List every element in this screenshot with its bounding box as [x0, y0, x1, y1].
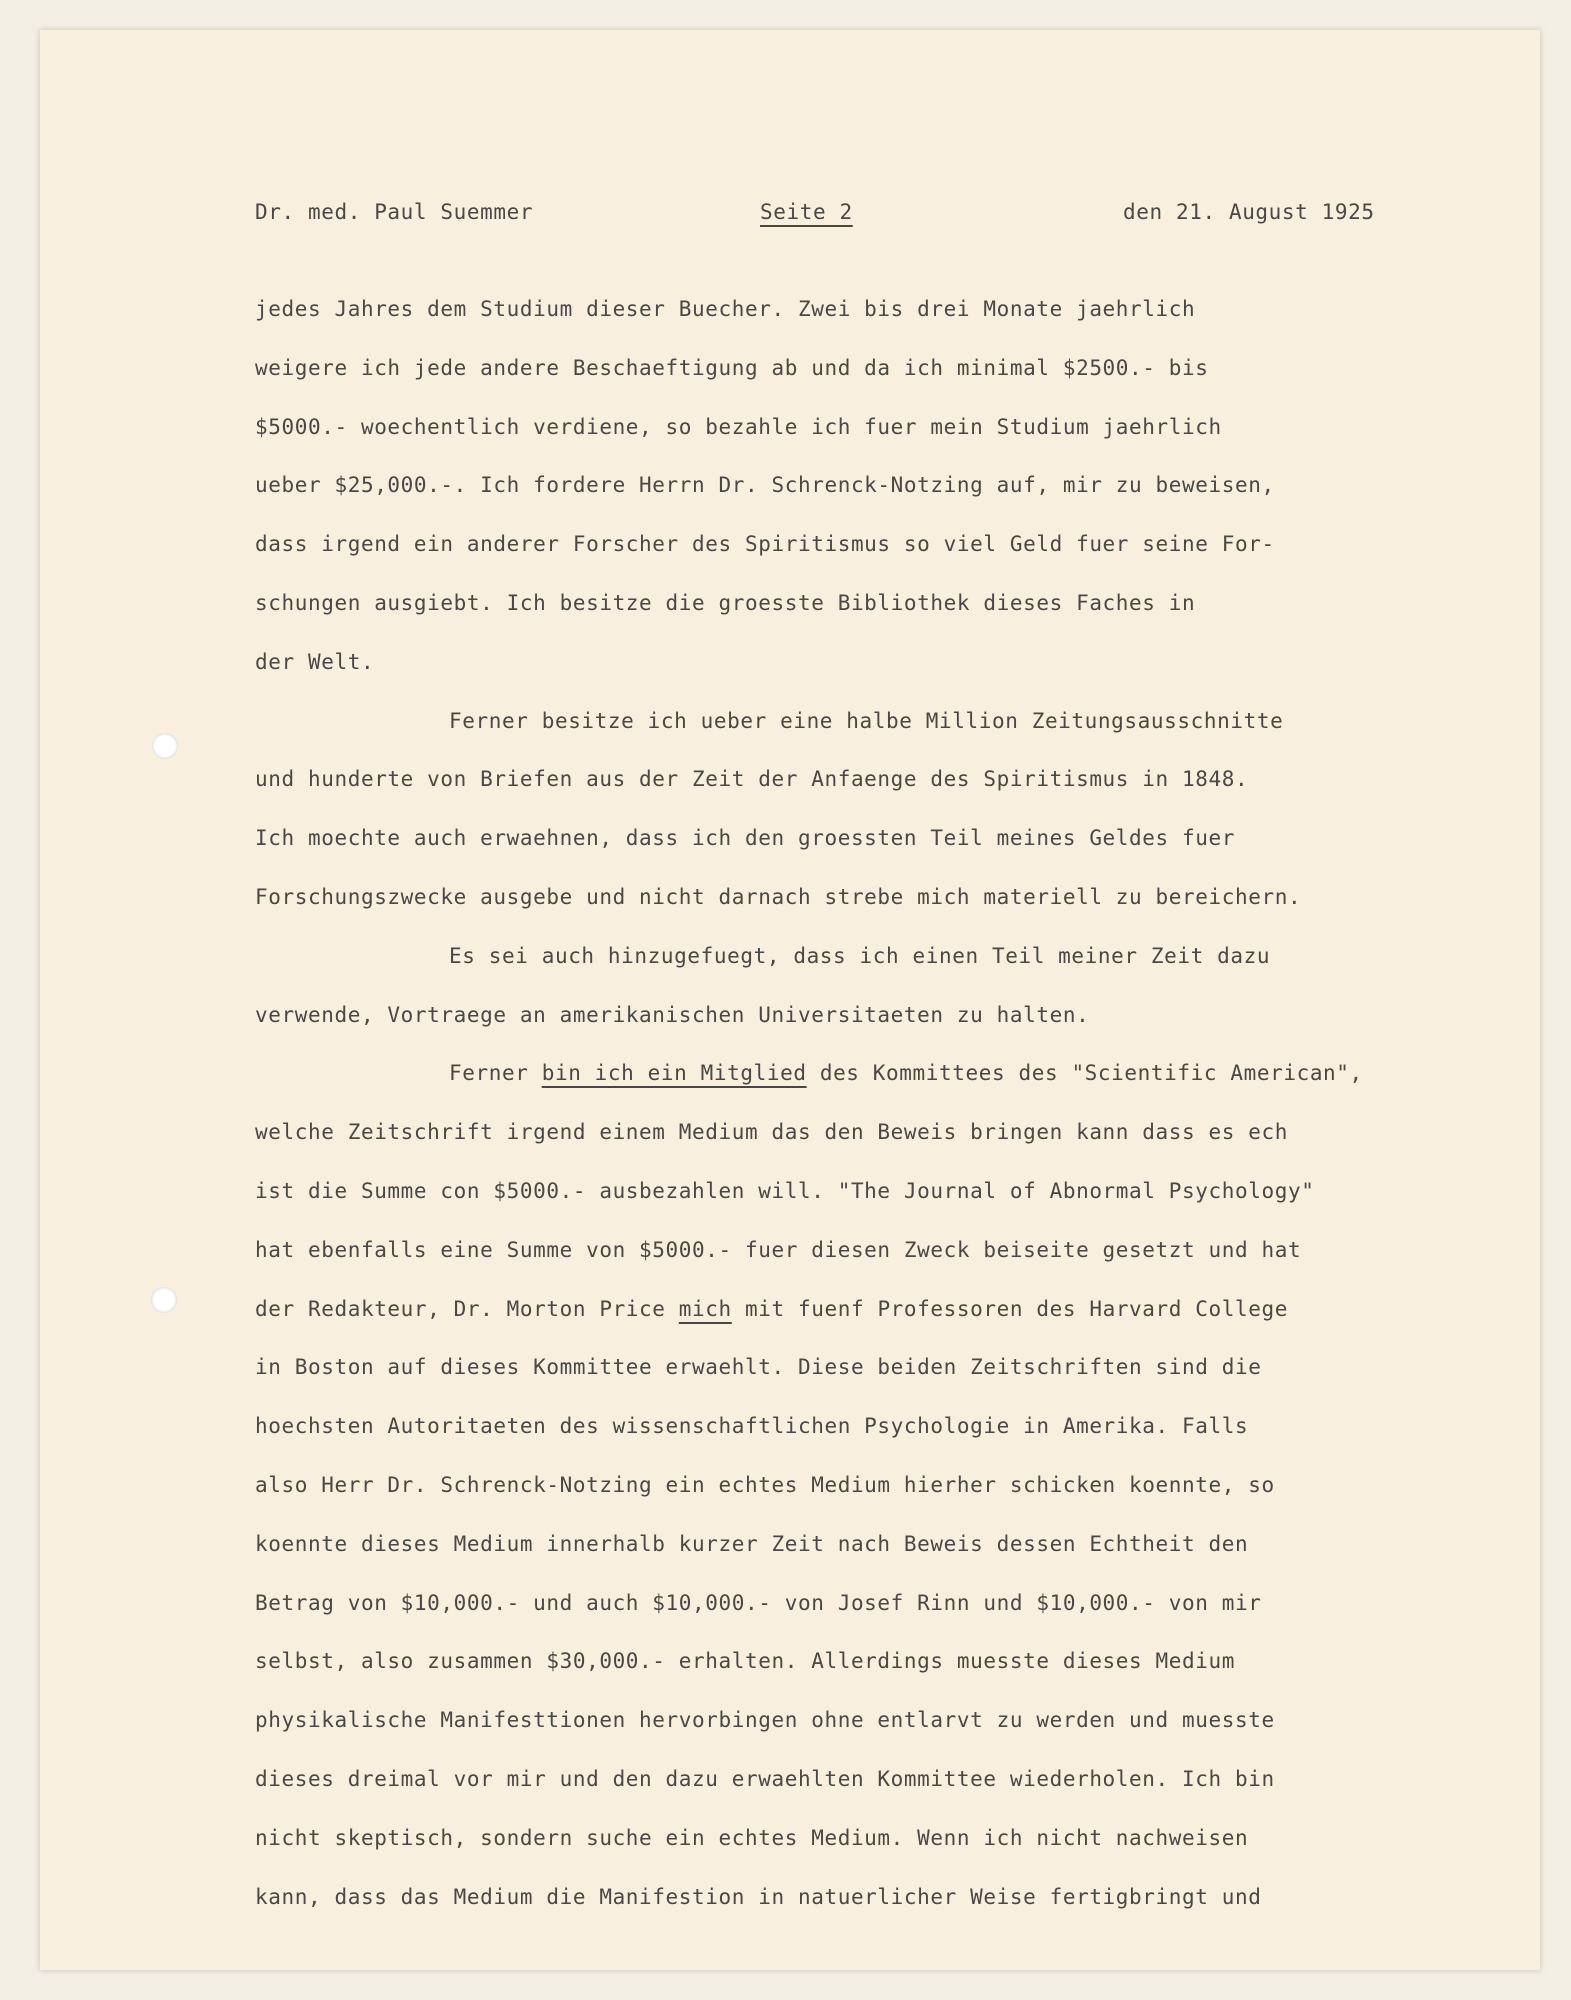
header-page-number: Seite 2 — [760, 200, 853, 224]
text-segment: der Redakteur, Dr. Morton Price — [255, 1296, 679, 1321]
text-line: jedes Jahres dem Studium dieser Buecher. Zwei bis drei Monate jaehrlich — [255, 297, 1196, 321]
header-sender: Dr. med. Paul Suemmer — [255, 200, 534, 224]
text-line: Forschungszwecke ausgebe und nicht darnach strebe mich materiell zu bereichern. — [255, 884, 1302, 909]
text-line — [255, 1280, 1465, 1339]
text-line: und hunderte von Briefen aus der Zeit der Anfaenge des Spiritismus in 1848. — [255, 767, 1249, 792]
text-line: nicht skeptisch, sondern suche ein echtes Medium. Wenn ich nicht nachweisen — [255, 1825, 1249, 1850]
text-line: der Welt. — [255, 649, 375, 674]
text-segment: Ferner — [449, 1061, 542, 1086]
underlined-text: bin ich ein Mitglied — [541, 1061, 807, 1086]
text-line: selbst, also zusammen $30,000.- erhalten. Allerdings muesste dieses Medium — [255, 1649, 1235, 1674]
text-line: Betrag von $10,000.- und auch $10,000.- von Josef Rinn und $10,000.- von mir — [255, 1590, 1262, 1615]
text-line: dass irgend ein anderer Forscher des Spiritismus so viel Geld fuer seine For- — [255, 532, 1275, 557]
header-date: den 21. August 1925 — [1123, 200, 1375, 224]
text-line: dieses dreimal vor mir und den dazu erwaehlten Kommittee wiederholen. Ich bin — [255, 1766, 1275, 1791]
text-line: koennte dieses Medium innerhalb kurzer Zeit nach Beweis dessen Echtheit den — [255, 1531, 1249, 1556]
text-line: kann, dass das Medium die Manifestion in natuerlicher Weise fertigbringt und — [255, 1884, 1262, 1909]
letter-body — [255, 280, 1465, 1926]
text-line: hat ebenfalls eine Summe von $5000.- fuer diesen Zweck beiseite gesetzt und hat — [255, 1237, 1302, 1262]
text-line: in Boston auf dieses Kommittee erwaehlt. Diese beiden Zeitschriften sind die — [255, 1355, 1262, 1380]
text-segment: des Kommittees des "Scientific American", — [806, 1061, 1363, 1086]
text-line: welche Zeitschrift irgend einem Medium das den Beweis bringen kann dass es ech — [255, 1120, 1288, 1145]
text-line: ueber $25,000.-. Ich fordere Herrn Dr. Schrenck-Notzing auf, mir zu beweisen, — [255, 473, 1275, 498]
text-line: verwende, Vortraege an amerikanischen Universitaeten zu halten. — [255, 1002, 1090, 1027]
text-line: Ferner besitze ich ueber eine halbe Million Zeitungsausschnitte — [449, 708, 1284, 733]
text-line: Ich moechte auch erwaehnen, dass ich den groessten Teil meines Geldes fuer — [255, 826, 1235, 851]
text-line: $5000.- woechentlich verdiene, so bezahle ich fuer mein Studium jaehrlich — [255, 414, 1222, 439]
punch-hole — [151, 1287, 177, 1313]
page-header — [40, 200, 1540, 230]
text-line: schungen ausgiebt. Ich besitze die groesste Bibliothek dieses Faches in — [255, 590, 1196, 615]
text-line — [255, 1044, 1465, 1103]
text-line: physikalische Manifesttionen hervorbingen ohne entlarvt zu werden und muesste — [255, 1708, 1275, 1733]
text-line: also Herr Dr. Schrenck-Notzing ein echtes Medium hierher schicken koennte, so — [255, 1472, 1275, 1497]
text-line: ist die Summe con $5000.- ausbezahlen will. "The Journal of Abnormal Psychology" — [255, 1178, 1315, 1203]
punch-hole — [152, 733, 178, 759]
text-segment: mit fuenf Professoren des Harvard College — [731, 1296, 1288, 1321]
text-line: Es sei auch hinzugefuegt, dass ich einen Teil meiner Zeit dazu — [449, 943, 1271, 968]
underlined-text: mich — [678, 1296, 732, 1321]
text-line: hoechsten Autoritaeten des wissenschaftlichen Psychologie in Amerika. Falls — [255, 1414, 1249, 1439]
text-line: weigere ich jede andere Beschaeftigung ab und da ich minimal $2500.- bis — [255, 355, 1209, 380]
typewritten-page — [40, 30, 1540, 1970]
